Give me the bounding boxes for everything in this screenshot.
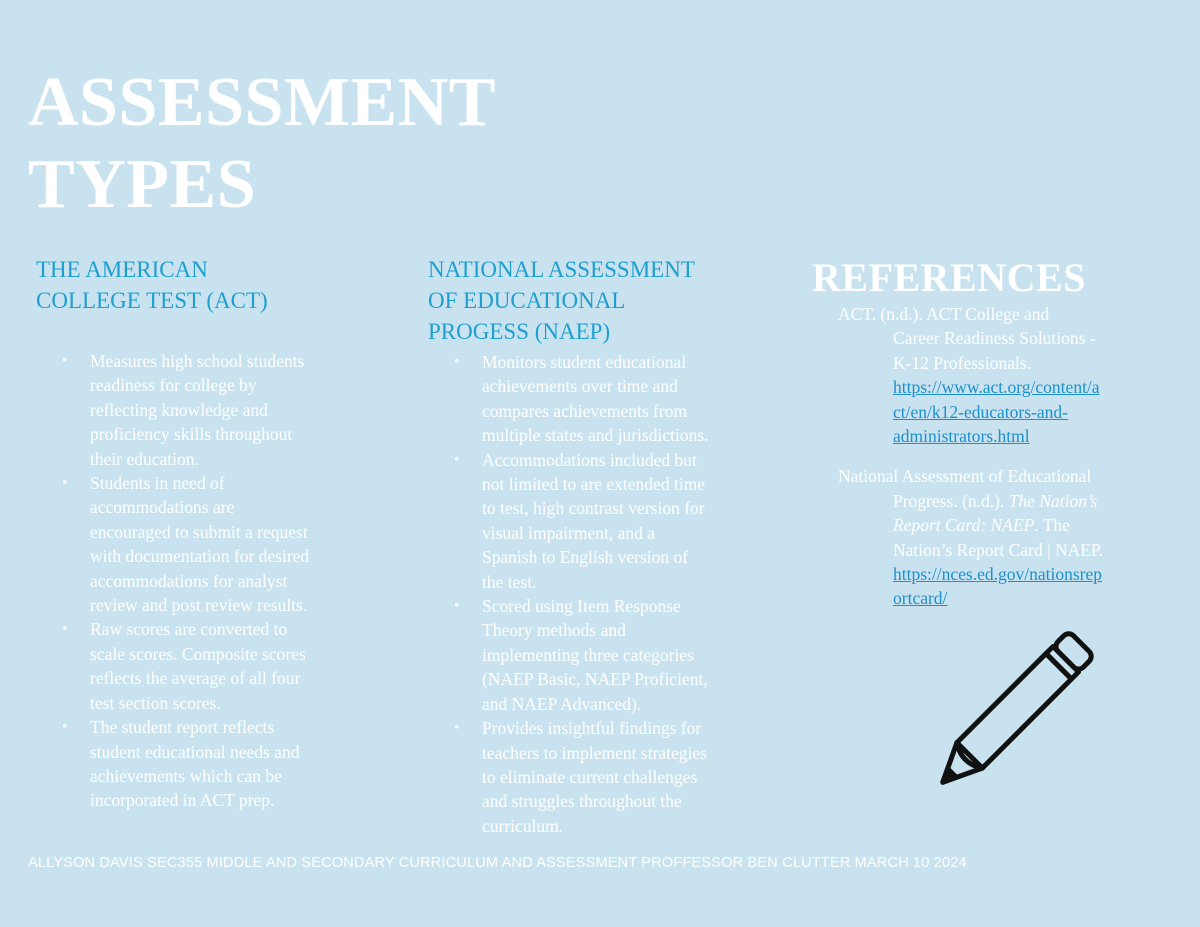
naep-section: [428, 254, 773, 838]
bullet-text: multiple states and jurisdictions.: [482, 425, 709, 446]
bullet-text: scale scores. Composite scores: [90, 643, 306, 664]
reference-text: Nation’s Report Card | NAEP.: [893, 539, 1104, 560]
bullet-text: and struggles throughout the: [482, 791, 682, 812]
bullet-text: their education.: [90, 448, 199, 469]
bullet-text: Accommodations included but: [482, 449, 697, 470]
bullet-text: to eliminate current challenges: [482, 766, 698, 787]
list-item: [36, 349, 376, 471]
reference-text: ACT. (n.d.). ACT College and: [838, 304, 1050, 324]
link-text[interactable]: https://www.act.org/content/a: [893, 377, 1100, 398]
list-item: [428, 716, 773, 838]
reference-text: Progress. (n.d.).: [893, 490, 1009, 511]
bullet-text: the test.: [482, 571, 537, 592]
reference-text: Career Readiness Solutions -: [893, 328, 1096, 349]
bullet-icon: •: [62, 719, 68, 736]
reference-act: [838, 302, 1162, 448]
list-item: [36, 471, 376, 617]
heading-line: PROGESS (NAEP): [428, 319, 611, 344]
bullet-text: Measures high school students: [90, 351, 305, 371]
bullet-text: (NAEP Basic, NAEP Proficient,: [482, 669, 708, 690]
naep-heading: [428, 254, 773, 347]
bullet-text: Provides insightful findings for: [482, 718, 702, 739]
heading-line: OF EDUCATIONAL: [428, 288, 626, 313]
bullet-text: student educational needs and: [90, 741, 300, 762]
bullet-icon: •: [454, 354, 460, 370]
bullet-icon: •: [62, 621, 68, 638]
title-line: TYPES: [28, 146, 257, 223]
bullet-text: with documentation for desired: [90, 546, 310, 567]
bullet-text: proficiency skills throughout: [90, 424, 293, 445]
naep-bullet-list: [428, 350, 773, 838]
bullet-text: The student report reflects: [90, 717, 275, 738]
bullet-text: Monitors student educational: [482, 352, 687, 372]
bullet-text: encouraged to submit a request: [90, 521, 308, 542]
bullet-text: Spanish to English version of: [482, 547, 689, 568]
bullet-icon: •: [454, 720, 460, 737]
link-text[interactable]: https://nces.ed.gov/nationsrep: [893, 564, 1102, 585]
bullet-text: teachers to implement strategies: [482, 742, 707, 763]
bullet-text: accommodations for analyst: [90, 570, 288, 591]
naep-reference-link[interactable]: [893, 564, 1102, 608]
reference-naep: [838, 464, 1162, 610]
bullet-text: review and post review results.: [90, 595, 308, 616]
bullet-text: compares achievements from: [482, 400, 688, 421]
bullet-icon: •: [454, 598, 460, 615]
bullet-text: not limited to are extended time: [482, 474, 706, 495]
list-item: [428, 594, 773, 716]
pencil-icon: [915, 630, 1095, 810]
bullet-text: reflects the average of all four: [90, 668, 301, 689]
link-text[interactable]: ct/en/k12-educators-and-: [893, 401, 1068, 422]
act-bullet-list: [36, 349, 376, 813]
bullet-text: to test, high contrast version for: [482, 498, 705, 519]
reference-text: . The: [1034, 515, 1070, 536]
bullet-text: reflecting knowledge and: [90, 399, 268, 420]
title-line: ASSESSMENT: [28, 64, 496, 141]
bullet-icon: •: [454, 451, 460, 468]
reference-text: National Assessment of Educational: [838, 466, 1092, 487]
footer-credits: ALLYSON DAVIS SEC355 MIDDLE AND SECONDARY CURRICULUM AND ASSESSMENT PROFFESSOR BEN CLUTTER MARCH 10 2024: [28, 855, 967, 871]
heading-line: THE AMERICAN: [36, 257, 208, 282]
bullet-text: achievements which can be: [90, 765, 282, 786]
reference-italic-text: Report Card: NAEP: [893, 515, 1035, 536]
act-reference-link[interactable]: [893, 377, 1100, 446]
bullet-text: curriculum.: [482, 815, 564, 836]
bullet-text: visual impairment, and a: [482, 522, 656, 543]
reference-italic-text: The Nation’s: [1008, 490, 1098, 511]
bullet-text: incorporated in ACT prep.: [90, 790, 275, 811]
bullet-text: test section scores.: [90, 692, 221, 713]
bullet-text: achievements over time and: [482, 376, 678, 397]
link-text[interactable]: ortcard/: [893, 588, 948, 609]
link-text[interactable]: administrators.html: [893, 426, 1030, 447]
bullet-text: Raw scores are converted to: [90, 619, 288, 640]
bullet-text: readiness for college by: [90, 375, 257, 396]
bullet-icon: •: [62, 353, 68, 369]
heading-line: NATIONAL ASSESSMENT: [428, 257, 695, 282]
list-item: [428, 350, 773, 448]
heading-line: COLLEGE TEST (ACT): [36, 288, 268, 313]
list-item: [36, 715, 376, 813]
bullet-text: Scored using Item Response: [482, 596, 681, 617]
list-item: [428, 448, 773, 594]
act-section: [36, 254, 376, 813]
list-item: [36, 617, 376, 715]
bullet-text: Theory methods and: [482, 620, 626, 641]
bullet-text: and NAEP Advanced).: [482, 693, 642, 714]
page-title: [28, 62, 496, 226]
act-heading: [36, 254, 376, 316]
references-section: [812, 254, 1162, 627]
references-title: REFERENCES: [812, 255, 1086, 300]
bullet-icon: •: [62, 475, 68, 492]
reference-text: K-12 Professionals.: [893, 352, 1032, 373]
bullet-text: accommodations are: [90, 497, 235, 518]
bullet-text: implementing three categories: [482, 644, 694, 665]
bullet-text: Students in need of: [90, 473, 225, 494]
